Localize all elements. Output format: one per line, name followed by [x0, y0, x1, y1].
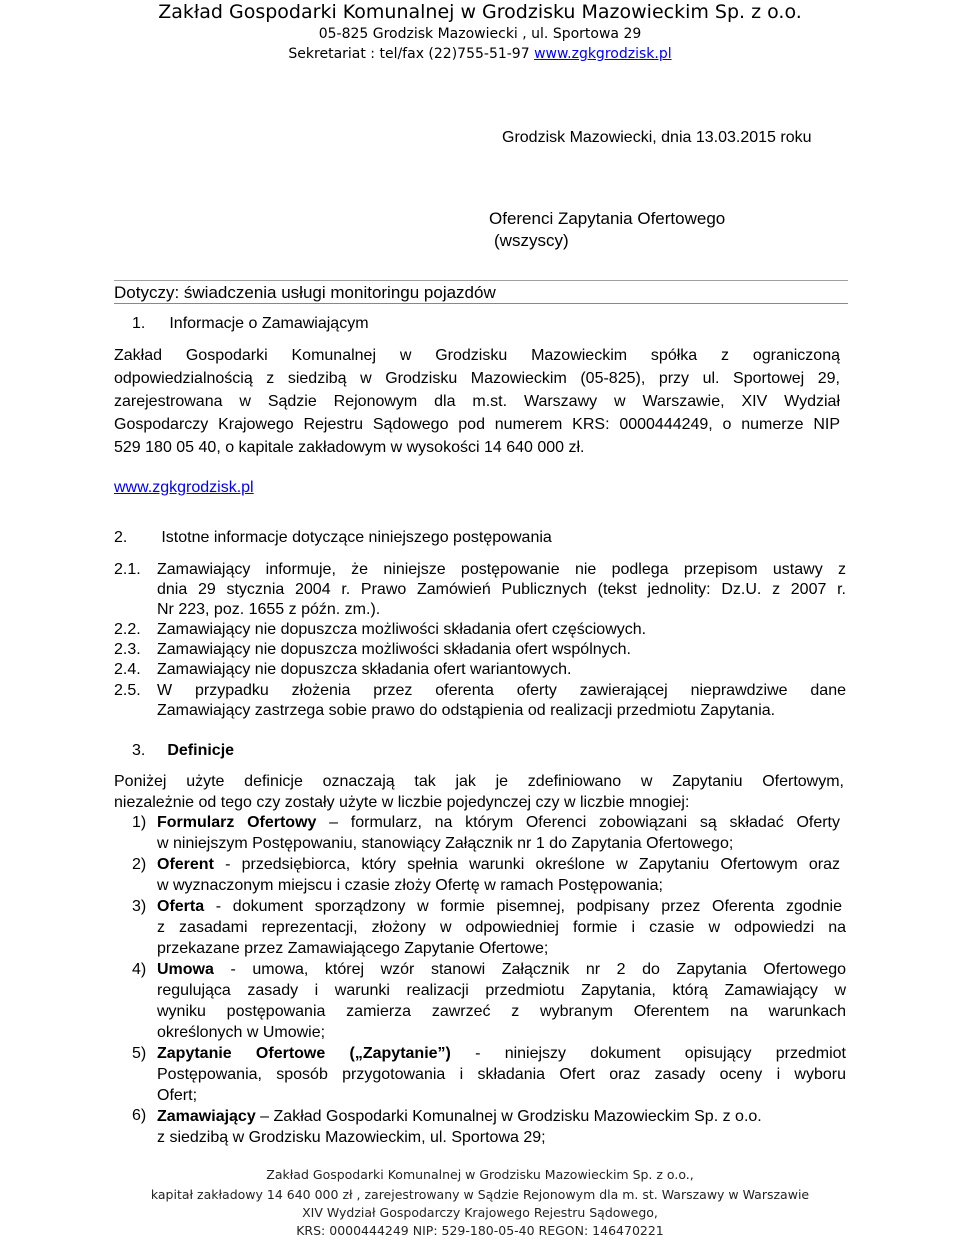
letterhead-address: 05-825 Grodzisk Mazowiecki , ul. Sportowa 29	[318, 26, 642, 42]
def-term: Oferta	[157, 898, 205, 915]
def-text: – Zakład Gospodarki Komunalnej w Grodzisku Mazowieckim Sp. z o.o.	[255, 1108, 762, 1125]
def-line: określonych w Umowie;	[157, 1024, 326, 1041]
def-term: Oferent	[157, 856, 214, 873]
def-line: z zasadami reprezentacji, złożony w odpowiedniej formie i czasie w odpowiedzi na	[157, 919, 846, 936]
def-term: Zamawiający	[157, 1108, 256, 1125]
footer-line1: Zakład Gospodarki Komunalnej w Grodzisku Mazowieckim Sp. z o.o.,	[266, 1167, 694, 1182]
item-number: 2.2.	[114, 621, 141, 638]
item-number: 2.5.	[114, 682, 141, 699]
def-line: w wyznaczonym miejscu i czasie złoży Ofertę w ramach Postępowania;	[157, 877, 663, 894]
para-line: odpowiedzialnością z siedzibą w Grodzisku Mazowieckim (05-825), przy ul. Sportowej 29,	[114, 370, 840, 387]
section3-intro	[114, 772, 844, 814]
section1-paragraph	[114, 346, 840, 461]
item-line: Zamawiający informuje, że niniejsze postępowanie nie podlega przepisom ustawy z	[157, 561, 846, 578]
def-term: Zapytanie Ofertowe („Zapytanie”)	[157, 1045, 451, 1062]
item-line: W przypadku złożenia przez oferenta oferty zawierającej nieprawdziwe dane	[157, 682, 846, 699]
def-line	[157, 813, 840, 834]
def-line: w niniejszym Postępowaniu, stanowiący Załącznik nr 1 do Zapytania Ofertowego;	[157, 835, 734, 852]
def-text: - niniejszy dokument opisujący przedmiot	[450, 1045, 847, 1062]
subject-bottom-rule	[114, 303, 848, 304]
intro-line: Poniżej użyte definicje oznaczają tak jak je zdefiniowano w Zapytaniu Ofertowym,	[114, 773, 844, 790]
def-number: 4)	[132, 961, 147, 978]
def-term: Formularz Ofertowy	[157, 814, 317, 831]
item-number: 2.3.	[114, 641, 141, 658]
def-text: - przedsiębiorca, który spełnia warunki określone w Zapytaniu Ofertowym oraz	[213, 856, 840, 873]
subject-line: Dotyczy: świadczenia usługi monitoringu pojazdów	[114, 283, 496, 302]
intro-line: niezależnie od tego czy zostały użyte w liczbie pojedynczej czy w liczbie mnogiej:	[114, 794, 690, 811]
section3-number: 3.	[132, 742, 146, 759]
letterhead-company: Zakład Gospodarki Komunalnej w Grodzisku Mazowieckim Sp. z o.o.	[158, 1, 802, 23]
def-text: - dokument sporządzony w formie pisemnej, podpisany przez Oferenta zgodnie	[204, 898, 842, 915]
section1-title: Informacje o Zamawiającym	[169, 315, 369, 332]
para-line: Zakład Gospodarki Komunalnej w Grodzisku Mazowieckim spółka z ograniczoną	[114, 347, 840, 364]
section1-heading	[132, 314, 369, 334]
item-2-5-text	[157, 681, 846, 721]
para-line: Gospodarczy Krajowego Rejestru Sądowego pod numerem KRS: 0000444249, o numerze NIP	[114, 416, 840, 433]
def-line	[157, 897, 846, 918]
item-line: dnia 29 stycznia 2004 r. Prawo Zamówień Publicznych (tekst jednolity: Dz.U. z 2007 r.	[157, 581, 846, 598]
def-3	[157, 897, 846, 960]
section2-title: Istotne informacje dotyczące niniejszego postępowania	[161, 529, 552, 546]
letterhead-website-link[interactable]: www.zgkgrodzisk.pl	[534, 46, 672, 62]
def-number: 1)	[132, 814, 147, 831]
letterhead-phone: Sekretariat : tel/fax (22)755-51-97	[288, 46, 535, 62]
letterhead-contact	[0, 44, 960, 64]
def-term: Umowa	[157, 961, 214, 978]
def-2	[157, 855, 840, 897]
def-line: Ofert;	[157, 1087, 198, 1104]
section1-website-link[interactable]: www.zgkgrodzisk.pl	[114, 479, 254, 496]
subject-top-rule	[114, 280, 848, 281]
footer-line3: XIV Wydział Gospodarczy Krajowego Rejestru Sądowego,	[302, 1205, 658, 1220]
def-5	[157, 1044, 846, 1107]
footer-line4: KRS: 0000444249 NIP: 529-180-05-40 REGON: 146470221	[296, 1223, 664, 1238]
item-2-2-text: Zamawiający nie dopuszcza możliwości składania ofert częściowych.	[157, 621, 647, 638]
section2-number: 2.	[114, 529, 128, 546]
item-number: 2.4.	[114, 661, 141, 678]
def-text: - umowa, której wzór stanowi Załącznik nr 2 do Zapytania Ofertowego	[213, 961, 846, 978]
item-line: Nr 223, poz. 1655 z późn. zm.).	[157, 601, 381, 618]
def-line	[157, 855, 840, 876]
def-1	[157, 813, 840, 855]
item-number: 2.1.	[114, 561, 141, 578]
section3-title: Definicje	[167, 742, 235, 759]
def-line: wyniku postępowania zamierza zawrzeć z wybranym Oferentem na warunkach	[157, 1003, 846, 1020]
item-2-4-text: Zamawiający nie dopuszcza składania ofert wariantowych.	[157, 661, 572, 678]
def-number: 3)	[132, 898, 147, 915]
def-line: regulująca zasady i warunki realizacji przedmiotu Zapytania, którą Zamawiający w	[157, 982, 846, 999]
def-line: z siedzibą w Grodzisku Mazowieckim, ul. Sportowa 29;	[157, 1129, 546, 1146]
place-date: Grodzisk Mazowiecki, dnia 13.03.2015 roku	[502, 129, 812, 146]
recipient-line2: (wszyscy)	[494, 231, 569, 250]
section3-heading	[132, 741, 234, 761]
item-line: Zamawiający zastrzega sobie prawo do odstąpienia od realizacji przedmiotu Zapytania.	[157, 702, 776, 719]
def-line: Postępowania, sposób przygotowania i składania Ofert oraz zasady oceny i wyboru	[157, 1066, 846, 1083]
para-line: 529 180 05 40, o kapitale zakładowym w wysokości 14 640 000 zł.	[114, 439, 585, 456]
def-line: przekazane przez Zamawiającego Zapytanie Ofertowe;	[157, 940, 549, 957]
def-line	[157, 960, 846, 981]
item-2-1-text	[157, 560, 846, 620]
def-text: – formularz, na którym Oferenci zobowiązani są składać Oferty	[316, 814, 841, 831]
def-6	[157, 1106, 762, 1148]
recipient-line1: Oferenci Zapytania Ofertowego	[489, 209, 726, 228]
def-number: 5)	[132, 1045, 147, 1062]
def-line	[157, 1044, 846, 1065]
def-line	[157, 1106, 762, 1127]
para-line: zarejestrowana w Sądzie Rejonowym dla m.st. Warszawy w Warszawie, XIV Wydział	[114, 393, 840, 410]
section2-heading	[114, 528, 552, 548]
section1-number: 1.	[132, 315, 146, 332]
def-number: 2)	[132, 856, 147, 873]
def-number: 6)	[132, 1107, 147, 1124]
footer-line2: kapitał zakładowy 14 640 000 zł , zarejestrowany w Sądzie Rejonowym dla m. st. Warszawy w Warszawie	[150, 1187, 810, 1202]
item-2-3-text: Zamawiający nie dopuszcza możliwości składania ofert wspólnych.	[157, 641, 631, 658]
def-4	[157, 960, 846, 1044]
